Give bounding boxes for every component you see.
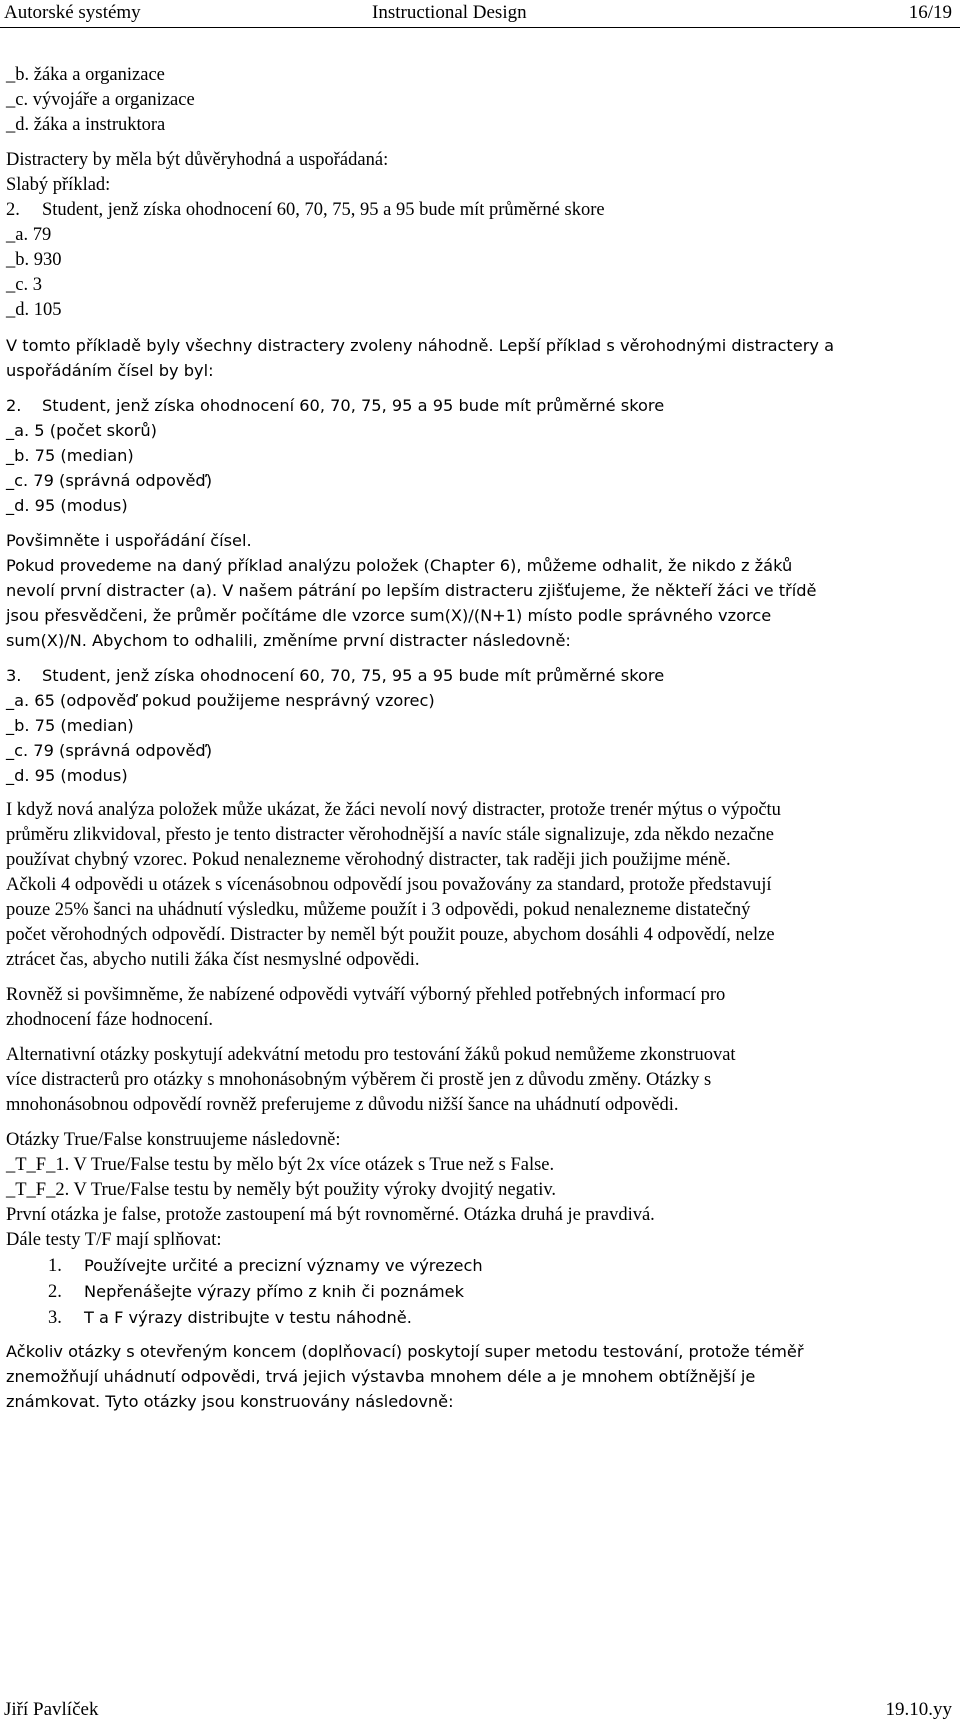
paragraph-line: průměru zlikvidoval, přesto je tento distracter věrohodnější a navíc stále signalizuje, zda někdo nezačne [6, 825, 774, 845]
note-line: V tomto příkladě byly všechny distractery zvoleny náhodně. Lepší příklad s věrohodnými distractery a [6, 336, 835, 355]
rule-item [6, 1279, 954, 1305]
footer-date: 19.10.yy [885, 1699, 952, 1720]
option-d: _d. 105 [6, 300, 62, 320]
paragraph-line: mnohonásobnou odpovědí rovněž preferujeme z důvodu nižší šance na uhádnutí odpovědi. [6, 1095, 679, 1115]
true-false-rules-intro: Dále testy T/F mají splňovat: [6, 1230, 222, 1250]
paragraph-line: Pokud provedeme na daný příklad analýzu položek (Chapter 6), můžeme odhalit, že nikdo z žáků [6, 556, 793, 575]
option-a: _a. 5 (počet skorů) [6, 421, 157, 440]
rule-item [6, 1253, 954, 1279]
rule-number: 3. [48, 1308, 62, 1328]
option-b: _b. žáka a organizace [6, 65, 165, 85]
page-footer [0, 1694, 960, 1725]
paragraph-line: Ačkoliv otázky s otevřeným koncem (doplňovací) poskytojí super metodu testování, protože téměř [6, 1342, 804, 1361]
paragraph-line: sum(X)/N. Abychom to odhalili, změníme první distracter následovně: [6, 631, 571, 650]
notice-order: Povšimněte i uspořádání čísel. [6, 531, 252, 550]
paragraph-line: známkovat. Tyto otázky jsou konstruovány následovně: [6, 1392, 454, 1411]
question-2-weak [6, 198, 954, 223]
paragraph-line: více distracterů pro otázky s mnohonásobným výběrem či prostě jen z důvodu změny. Otázky s [6, 1070, 712, 1090]
overview-paragraph [6, 983, 954, 1033]
option-b: _b. 75 (median) [6, 716, 134, 735]
answer-options-better [6, 418, 954, 518]
option-d: _d. žáka a instruktora [6, 115, 166, 135]
footer-author: Jiří Pavlíček [4, 1699, 99, 1720]
open-questions-paragraph [6, 1339, 954, 1414]
question-text: Student, jenž získa ohodnocení 60, 70, 75, 95 a 95 bude mít průměrné skore [42, 666, 665, 685]
header-topic: Instructional Design [372, 2, 527, 23]
option-c: _c. 79 (správná odpověď) [6, 471, 213, 490]
option-c: _c. vývojáře a organizace [6, 90, 195, 110]
option-c: _c. 3 [6, 275, 42, 295]
paragraph-line: pouze 25% šanci na uhádnutí výsledku, můžeme použít i 3 odpovědi, pokud nenalezneme distatečný [6, 900, 751, 920]
question-number: 3. [6, 666, 22, 685]
alternative-questions-paragraph [6, 1043, 954, 1118]
true-false-item-2: _T_F_2. V True/False testu by neměly být použity výroky dvojitý negativ. [6, 1180, 557, 1200]
paragraph-line: používat chybný vzorec. Pokud nenalezneme věrohodný distracter, tak raději jich použijme méně. [6, 850, 731, 870]
option-a: _a. 79 [6, 225, 52, 245]
paragraph-line: I když nová analýza položek může ukázat, že žáci nevolí nový distracter, protože trenér mýtus o výpočtu [6, 800, 781, 820]
distractors-statement: Distractery by měla být důvěryhodná a uspořádaná: [6, 150, 389, 170]
document-body [6, 63, 954, 1424]
answer-options-q3 [6, 688, 954, 788]
header-page-number: 16/19 [908, 2, 952, 23]
weak-example-label: Slabý příklad: [6, 175, 111, 195]
option-b: _b. 930 [6, 250, 62, 270]
paragraph-line: ztrácet čas, abycho nutili žáka číst nesmyslné odpovědi. [6, 950, 420, 970]
paragraph-line: počet věrohodných odpovědí. Distracter by neměl být použit pouze, abychom dosáhli 4 odpovědí, nelze [6, 925, 775, 945]
new-analysis-paragraph [6, 798, 954, 973]
answer-options-weak [6, 223, 954, 323]
rule-item [6, 1305, 954, 1331]
header-course-title: Autorské systémy [4, 2, 141, 23]
question-2-better [6, 393, 954, 418]
true-false-item-1: _T_F_1. V True/False testu by mělo být 2x více otázek s True než s False. [6, 1155, 555, 1175]
rule-text: Nepřenášejte výrazy přímo z knih či poznámek [84, 1282, 465, 1301]
option-c: _c. 79 (správná odpověď) [6, 741, 213, 760]
rule-text: Používejte určité a precizní významy ve výrezech [84, 1256, 483, 1275]
question-number: 2. [6, 396, 22, 415]
question-number: 2. [6, 200, 20, 220]
answer-options-previous [6, 63, 954, 138]
paragraph-line: Rovněž si povšimněme, že nabízené odpovědi vytváří výborný přehled potřebných informací pro [6, 985, 726, 1005]
option-d: _d. 95 (modus) [6, 766, 128, 785]
item-analysis-paragraph [6, 553, 954, 653]
option-a: _a. 65 (odpověď pokud použijeme nesprávný vzorec) [6, 691, 435, 710]
rule-number: 2. [48, 1282, 62, 1302]
paragraph-line: Alternativní otázky poskytují adekvátní metodu pro testování žáků pokud nemůžeme zkonstruovat [6, 1045, 736, 1065]
question-3 [6, 663, 954, 688]
true-false-intro: Otázky True/False konstruujeme následovně: [6, 1130, 341, 1150]
paragraph-line: znemožňují uhádnutí odpovědi, trvá jejich výstavba mnohem déle a je mnohem obtížnější je [6, 1367, 756, 1386]
rule-text: T a F výrazy distribujte v testu náhodně. [84, 1308, 412, 1327]
paragraph-line: nevolí první distracter (a). V našem pátrání po lepším distracteru zjišťujeme, že někteří žáci ve třídě [6, 581, 817, 600]
true-false-answer: První otázka je false, protože zastoupení má být rovnoměrné. Otázka druhá je pravdivá. [6, 1205, 655, 1225]
paragraph-line: jsou přesvědčeni, že průměr počítáme dle vzorce sum(X)/(N+1) místo podle správného vzorce [6, 606, 772, 625]
option-b: _b. 75 (median) [6, 446, 134, 465]
paragraph-line: Ačkoli 4 odpovědi u otázek s vícenásobnou odpovědí jsou považovány za standard, protože představují [6, 875, 772, 895]
option-d: _d. 95 (modus) [6, 496, 128, 515]
random-distractors-note [6, 333, 954, 383]
question-text: Student, jenž získa ohodnocení 60, 70, 75, 95 a 95 bude mít průměrné skore [42, 396, 665, 415]
paragraph-line: zhodnocení fáze hodnocení. [6, 1010, 214, 1030]
note-line: uspořádáním čísel by byl: [6, 361, 214, 380]
question-text: Student, jenž získa ohodnocení 60, 70, 75, 95 a 95 bude mít průměrné skore [42, 200, 605, 220]
true-false-rules-list [6, 1253, 954, 1331]
page-header [0, 0, 960, 28]
rule-number: 1. [48, 1256, 62, 1276]
